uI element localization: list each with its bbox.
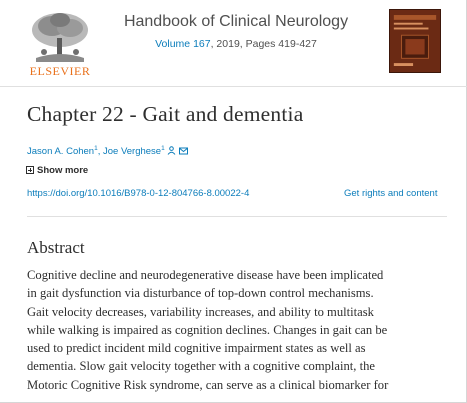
- journal-meta-text: , 2019, Pages 419-427: [210, 38, 317, 50]
- abstract-line: in gait dysfunction via disturbance of top-down control mechanisms.: [27, 286, 374, 301]
- rights-link[interactable]: Get rights and content: [344, 188, 438, 199]
- author-link-cohen[interactable]: Jason A. Cohen: [27, 146, 95, 158]
- abstract-line: Gait velocity decreases, variability increases, and ability to multitask: [27, 304, 374, 319]
- header-divider: [0, 86, 467, 87]
- publisher-name: ELSEVIER: [29, 64, 91, 78]
- book-cover-thumbnail[interactable]: [389, 9, 441, 73]
- author-link-verghese[interactable]: Joe Verghese: [102, 146, 162, 158]
- show-more-toggle[interactable]: [26, 165, 88, 176]
- journal-meta: [100, 38, 372, 50]
- author-affiliation-sup[interactable]: 1: [161, 145, 165, 152]
- author-affiliation-sup[interactable]: 1: [94, 145, 98, 152]
- abstract-line: used to predict incident mild cognitive impairment states as well as: [27, 341, 366, 356]
- corresponding-author-icon[interactable]: [167, 146, 176, 155]
- journal-title-link[interactable]: Handbook of Clinical Neurology: [123, 13, 349, 30]
- abstract-line: Motoric Cognitive Risk syndrome, can serve as a clinical biomarker for: [27, 377, 389, 392]
- volume-link[interactable]: Volume 167: [155, 38, 211, 50]
- abstract-heading: Abstract: [27, 238, 85, 257]
- author-list: [27, 145, 188, 157]
- email-icon[interactable]: [179, 147, 188, 155]
- show-more-label: Show more: [37, 165, 89, 176]
- section-divider: [27, 216, 447, 217]
- plus-icon: [26, 166, 34, 174]
- abstract-line: Cognitive decline and neurodegenerative disease have been implicated: [27, 268, 384, 282]
- author-separator: ,: [97, 146, 103, 158]
- doi-link[interactable]: https://doi.org/10.1016/B978-0-12-804766-8.00022-4: [27, 188, 250, 199]
- abstract-line: dementia. Slow gait velocity together with a cognitive complaint, the: [27, 359, 375, 374]
- chapter-title: Chapter 22 - Gait and dementia: [27, 102, 304, 126]
- abstract-line: while walking is impaired as cognition declines. Changes in gait can be: [27, 322, 388, 337]
- abstract-body: [27, 266, 447, 394]
